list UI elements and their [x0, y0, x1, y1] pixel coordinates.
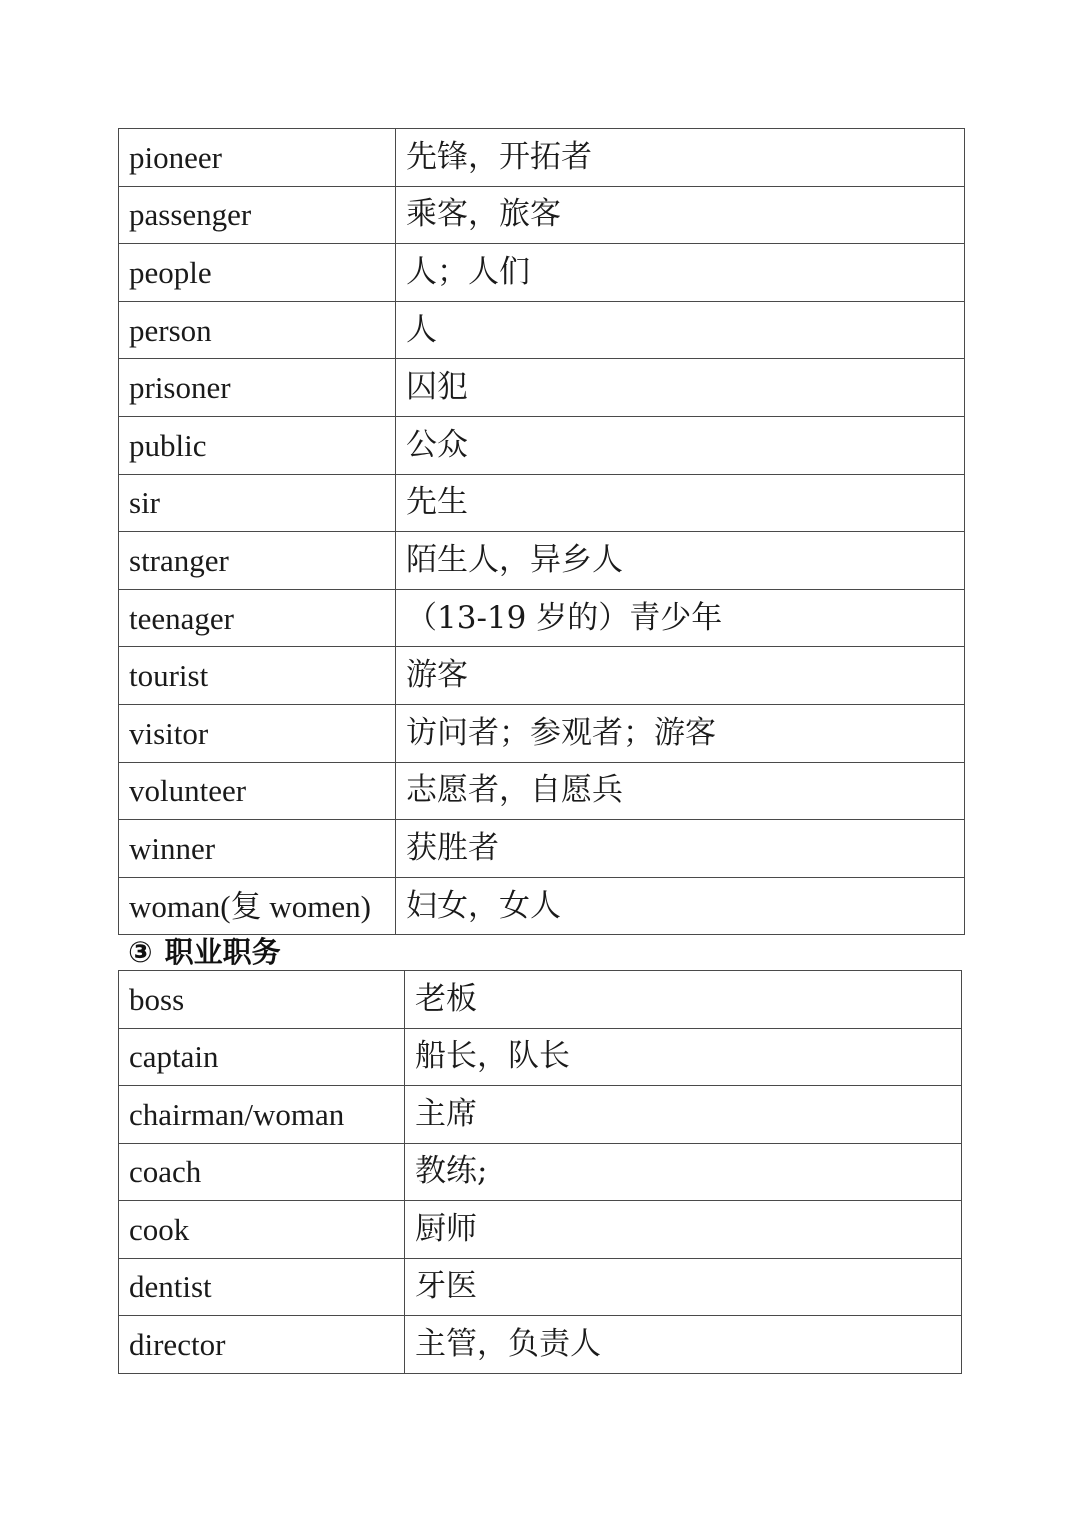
- table-row: [119, 1143, 962, 1201]
- english-word: pioneer: [119, 129, 396, 187]
- english-word: volunteer: [119, 762, 396, 820]
- table-row: [119, 1316, 962, 1374]
- english-word: prisoner: [119, 359, 396, 417]
- table-row: [119, 244, 965, 302]
- english-word: captain: [119, 1028, 405, 1086]
- chinese-meaning: 访问者；参观者；游客: [396, 704, 965, 762]
- chinese-meaning: 先生: [396, 474, 965, 532]
- chinese-meaning: 主管，负责人: [405, 1316, 962, 1374]
- section-heading: [128, 932, 281, 972]
- chinese-meaning: 先锋，开拓者: [396, 129, 965, 187]
- chinese-meaning: 获胜者: [396, 820, 965, 878]
- english-word: public: [119, 416, 396, 474]
- english-word: coach: [119, 1143, 405, 1201]
- chinese-meaning: 游客: [396, 647, 965, 705]
- chinese-meaning: 船长，队长: [405, 1028, 962, 1086]
- table-row: [119, 416, 965, 474]
- chinese-meaning: 妇女，女人: [396, 877, 965, 935]
- chinese-meaning: 囚犯: [396, 359, 965, 417]
- english-word: teenager: [119, 589, 396, 647]
- english-word: director: [119, 1316, 405, 1374]
- table-row: [119, 129, 965, 187]
- table-row: [119, 877, 965, 935]
- table-row: [119, 820, 965, 878]
- table-row: [119, 589, 965, 647]
- english-word: boss: [119, 971, 405, 1029]
- jobs-vocab-table: [118, 970, 962, 1374]
- chinese-meaning: 主席: [405, 1086, 962, 1144]
- english-word: chairman/woman: [119, 1086, 405, 1144]
- people-vocab-rows: [119, 129, 965, 935]
- table-row: [119, 762, 965, 820]
- table-row: [119, 971, 962, 1029]
- english-word: cook: [119, 1201, 405, 1259]
- english-word: visitor: [119, 704, 396, 762]
- english-word: winner: [119, 820, 396, 878]
- english-word: sir: [119, 474, 396, 532]
- people-vocab-table: [118, 128, 965, 935]
- chinese-meaning: 乘客，旅客: [396, 186, 965, 244]
- chinese-meaning: 志愿者，自愿兵: [396, 762, 965, 820]
- table-row: [119, 1201, 962, 1259]
- chinese-meaning: 人；人们: [396, 244, 965, 302]
- english-word: woman(复 women): [119, 877, 396, 935]
- chinese-meaning: 牙医: [405, 1258, 962, 1316]
- table-row: [119, 1086, 962, 1144]
- table-row: [119, 359, 965, 417]
- chinese-meaning: （13-19 岁的）青少年: [396, 589, 965, 647]
- section-title: 职业职务: [164, 935, 281, 969]
- english-word: passenger: [119, 186, 396, 244]
- english-word: dentist: [119, 1258, 405, 1316]
- chinese-meaning: 公众: [396, 416, 965, 474]
- table-row: [119, 186, 965, 244]
- chinese-meaning: 厨师: [405, 1201, 962, 1259]
- table-row: [119, 474, 965, 532]
- table-row: [119, 647, 965, 705]
- circled-number-three: ③: [128, 935, 153, 969]
- english-word: person: [119, 301, 396, 359]
- table-row: [119, 1258, 962, 1316]
- english-word: tourist: [119, 647, 396, 705]
- english-word: people: [119, 244, 396, 302]
- english-word: stranger: [119, 532, 396, 590]
- table-row: [119, 532, 965, 590]
- chinese-meaning: 教练;: [405, 1143, 962, 1201]
- chinese-meaning: 人: [396, 301, 965, 359]
- chinese-meaning: 陌生人，异乡人: [396, 532, 965, 590]
- table-row: [119, 704, 965, 762]
- jobs-vocab-rows: [119, 971, 962, 1374]
- table-row: [119, 301, 965, 359]
- table-row: [119, 1028, 962, 1086]
- chinese-meaning: 老板: [405, 971, 962, 1029]
